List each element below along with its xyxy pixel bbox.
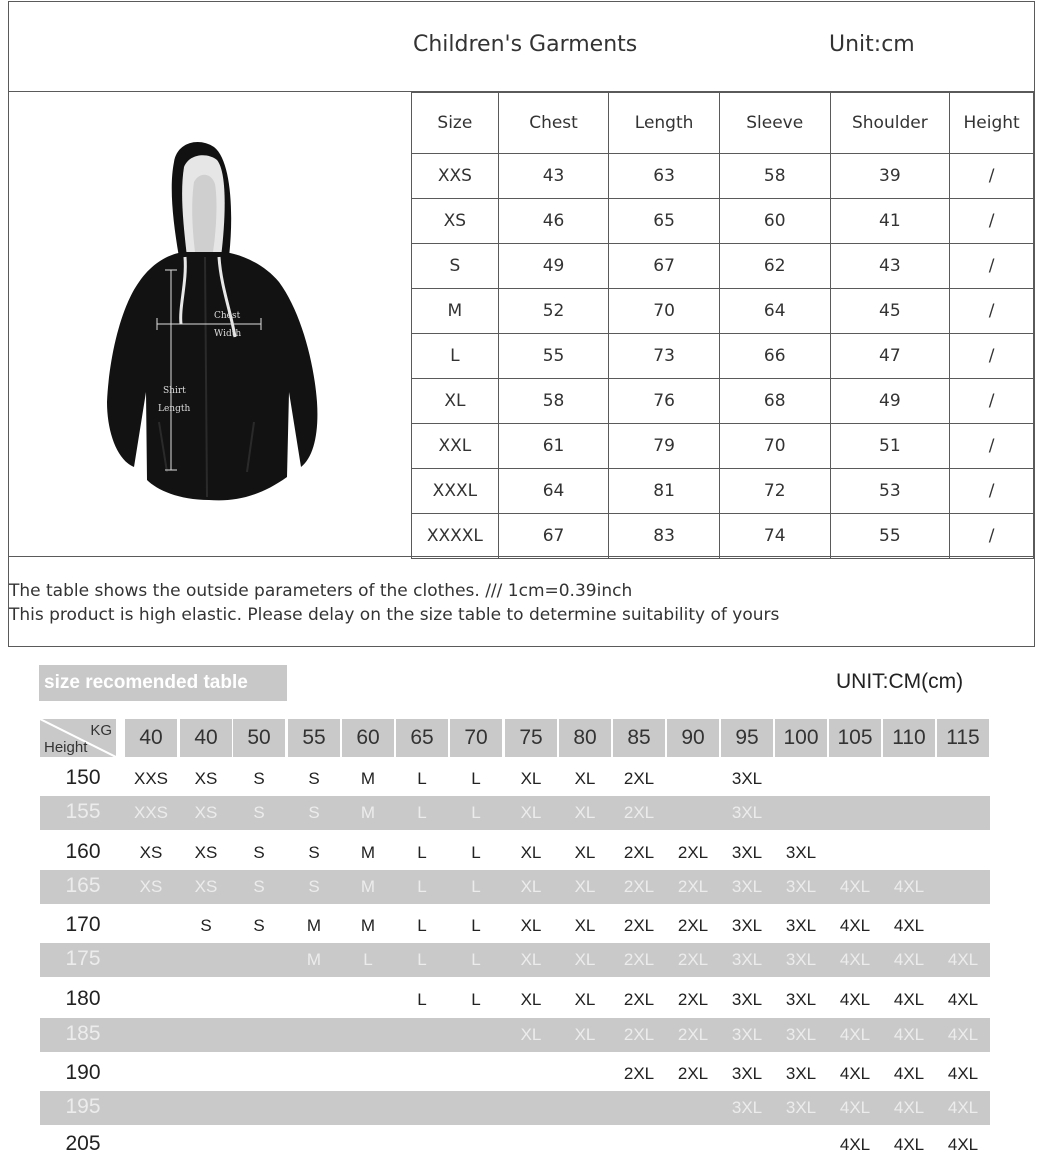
weight-header: 85: [613, 719, 665, 757]
size-cell: 2XL: [623, 1025, 655, 1044]
table-cell: 83: [609, 514, 720, 559]
weight-header: 55: [288, 719, 340, 757]
size-cell: 3XL: [731, 990, 763, 1009]
unit-label: Unit:cm: [829, 32, 915, 57]
height-label: 155: [65, 800, 101, 823]
table-row: [412, 154, 1034, 199]
size-cell: 3XL: [731, 877, 763, 896]
table-cell: M: [412, 289, 499, 334]
size-cell: 2XL: [623, 990, 655, 1009]
weight-header: 60: [342, 719, 394, 757]
size-cell: XS: [139, 877, 163, 896]
table-cell: 49: [498, 244, 609, 289]
corner-kg-label: KG: [90, 722, 112, 739]
weight-header: 50: [233, 719, 285, 757]
size-cell: L: [471, 843, 481, 862]
header-size: Size: [412, 93, 499, 154]
table-cell: XS: [412, 199, 499, 244]
size-cell: S: [308, 803, 320, 822]
table-cell: 55: [830, 514, 950, 559]
chart-content-row: [9, 92, 1034, 557]
table-cell: 65: [609, 199, 720, 244]
table-cell: 68: [719, 379, 830, 424]
table-cell: 52: [498, 289, 609, 334]
header-length: Length: [609, 93, 720, 154]
size-cell: 3XL: [785, 1064, 817, 1083]
weight-header: 75: [505, 719, 557, 757]
size-cell: L: [417, 950, 427, 969]
height-label: 195: [65, 1095, 101, 1118]
size-cell: 4XL: [839, 916, 871, 935]
size-cell: 4XL: [947, 1064, 979, 1083]
size-cell: XL: [520, 950, 542, 969]
table-row: [412, 244, 1034, 289]
size-cell: 3XL: [785, 843, 817, 862]
table-cell: /: [950, 469, 1034, 514]
size-cell: XL: [574, 990, 596, 1009]
table-cell: 43: [498, 154, 609, 199]
page-title: Children's Garments: [413, 32, 638, 57]
size-cell: L: [417, 803, 427, 822]
note-line: This product is high elastic. Please delay on the size table to determine suitability of yours: [9, 605, 780, 625]
size-cell: S: [200, 916, 212, 935]
size-cell: 3XL: [731, 950, 763, 969]
recommended-table-label: size recomended table: [39, 665, 287, 701]
table-cell: /: [950, 514, 1034, 559]
size-cell: 3XL: [731, 803, 763, 822]
table-cell: 58: [498, 379, 609, 424]
corner-height-label: Height: [44, 739, 88, 756]
table-cell: XXL: [412, 424, 499, 469]
table-cell: 70: [609, 289, 720, 334]
size-cell: 2XL: [623, 803, 655, 822]
size-cell: XL: [574, 1025, 596, 1044]
size-cell: M: [360, 769, 376, 788]
table-cell: 45: [830, 289, 950, 334]
size-cell: XL: [520, 843, 542, 862]
size-cell: 4XL: [893, 1064, 925, 1083]
weight-header: 40: [180, 719, 232, 757]
table-cell: 74: [719, 514, 830, 559]
table-cell: 66: [719, 334, 830, 379]
size-cell: S: [253, 843, 265, 862]
notes: [9, 579, 779, 627]
size-cell: L: [417, 769, 427, 788]
size-cell: 2XL: [677, 950, 709, 969]
size-cell: 3XL: [731, 769, 763, 788]
weight-header: 90: [667, 719, 719, 757]
table-cell: 43: [830, 244, 950, 289]
size-cell: 2XL: [677, 1025, 709, 1044]
size-cell: XL: [574, 916, 596, 935]
weight-header: 95: [721, 719, 773, 757]
height-label: 170: [65, 913, 101, 936]
weight-header: 110: [883, 719, 935, 757]
size-cell: 4XL: [893, 916, 925, 935]
size-cell: XS: [194, 803, 218, 822]
size-cell: M: [306, 916, 322, 935]
size-cell: L: [417, 877, 427, 896]
size-cell: 4XL: [893, 950, 925, 969]
header-shoulder: Shoulder: [830, 93, 950, 154]
table-cell: 53: [830, 469, 950, 514]
size-cell: 4XL: [893, 1098, 925, 1117]
size-cell: 3XL: [731, 1064, 763, 1083]
size-cell: 4XL: [839, 990, 871, 1009]
size-cell: XL: [574, 769, 596, 788]
height-label: 180: [65, 987, 101, 1010]
weight-header: 65: [396, 719, 448, 757]
table-row: [412, 379, 1034, 424]
weight-header: 115: [937, 719, 989, 757]
length-label: Length: [158, 404, 191, 414]
table-cell: 51: [830, 424, 950, 469]
table-cell: S: [412, 244, 499, 289]
height-label: 175: [65, 947, 101, 970]
height-label: 160: [65, 840, 101, 863]
size-cell: M: [360, 803, 376, 822]
size-cell: 3XL: [785, 1098, 817, 1117]
size-cell: 2XL: [677, 877, 709, 896]
size-cell: S: [253, 769, 265, 788]
size-cell: 4XL: [893, 1025, 925, 1044]
width-label: Width: [214, 329, 242, 339]
chest-label: Chest: [214, 311, 241, 321]
table-cell: 63: [609, 154, 720, 199]
size-cell: XL: [574, 803, 596, 822]
table-cell: 62: [719, 244, 830, 289]
table-cell: XL: [412, 379, 499, 424]
table-cell: 41: [830, 199, 950, 244]
table-cell: XXS: [412, 154, 499, 199]
weight-header: 100: [775, 719, 827, 757]
size-cell: 2XL: [677, 916, 709, 935]
size-cell: S: [308, 843, 320, 862]
weight-header: 105: [829, 719, 881, 757]
size-cell: 2XL: [623, 950, 655, 969]
table-cell: /: [950, 424, 1034, 469]
note-line: The table shows the outside parameters of the clothes. /// 1cm=0.39inch: [9, 581, 633, 601]
size-cell: 2XL: [677, 1064, 709, 1083]
size-cell: L: [363, 950, 373, 969]
size-cell: 3XL: [731, 1098, 763, 1117]
size-cell: 2XL: [623, 1064, 655, 1083]
size-cell: 4XL: [839, 1135, 871, 1154]
table-cell: /: [950, 334, 1034, 379]
size-cell: S: [253, 916, 265, 935]
table-cell: /: [950, 379, 1034, 424]
size-cell: S: [253, 877, 265, 896]
size-table: [411, 92, 1034, 559]
table-cell: XXXXL: [412, 514, 499, 559]
size-cell: 2XL: [623, 877, 655, 896]
table-row: [412, 469, 1034, 514]
size-cell: XS: [139, 843, 163, 862]
size-cell: XS: [194, 877, 218, 896]
table-cell: 39: [830, 154, 950, 199]
size-cell: XXS: [133, 803, 169, 822]
size-cell: 4XL: [947, 990, 979, 1009]
size-cell: L: [471, 916, 481, 935]
size-cell: 2XL: [677, 843, 709, 862]
corner-cell: [40, 719, 116, 757]
size-cell: L: [471, 803, 481, 822]
table-cell: 64: [719, 289, 830, 334]
table-cell: 70: [719, 424, 830, 469]
title-row: [9, 2, 1034, 92]
size-cell: 4XL: [839, 1064, 871, 1083]
size-cell: XL: [574, 843, 596, 862]
table-cell: 67: [609, 244, 720, 289]
size-cell: XL: [520, 769, 542, 788]
table-cell: 67: [498, 514, 609, 559]
size-cell: 3XL: [785, 990, 817, 1009]
size-cell: 4XL: [839, 950, 871, 969]
size-cell: S: [253, 803, 265, 822]
size-cell: 4XL: [893, 990, 925, 1009]
size-cell: 4XL: [947, 1098, 979, 1117]
size-cell: XS: [194, 843, 218, 862]
size-cell: L: [417, 990, 427, 1009]
table-cell: 46: [498, 199, 609, 244]
table-cell: 47: [830, 334, 950, 379]
table-cell: 81: [609, 469, 720, 514]
size-cell: M: [360, 877, 376, 896]
size-cell: 4XL: [893, 1135, 925, 1154]
table-cell: 64: [498, 469, 609, 514]
size-cell: S: [308, 877, 320, 896]
table-cell: /: [950, 154, 1034, 199]
size-cell: XL: [520, 877, 542, 896]
height-label: 165: [65, 874, 101, 897]
size-cell: XL: [520, 916, 542, 935]
table-cell: 61: [498, 424, 609, 469]
header-sleeve: Sleeve: [719, 93, 830, 154]
size-cell: M: [360, 843, 376, 862]
table-cell: 76: [609, 379, 720, 424]
size-cell: 3XL: [785, 950, 817, 969]
table-cell: 49: [830, 379, 950, 424]
size-cell: 3XL: [785, 916, 817, 935]
size-cell: XL: [574, 877, 596, 896]
table-row: [412, 514, 1034, 559]
size-cell: 4XL: [839, 877, 871, 896]
size-cell: 3XL: [731, 916, 763, 935]
table-cell: 72: [719, 469, 830, 514]
recommended-unit-label: UNIT:CM(cm): [836, 670, 964, 693]
table-cell: XXXL: [412, 469, 499, 514]
size-cell: 3XL: [785, 1025, 817, 1044]
weight-header: 80: [559, 719, 611, 757]
table-row: [412, 424, 1034, 469]
table-row: [412, 334, 1034, 379]
size-cell: 2XL: [623, 843, 655, 862]
table-cell: 55: [498, 334, 609, 379]
weight-header: 70: [450, 719, 502, 757]
table-cell: 73: [609, 334, 720, 379]
size-cell: 4XL: [839, 1025, 871, 1044]
size-cell: XL: [520, 990, 542, 1009]
size-cell: 4XL: [947, 950, 979, 969]
size-cell: L: [471, 990, 481, 1009]
size-cell: 4XL: [893, 877, 925, 896]
size-cell: L: [471, 877, 481, 896]
size-cell: 2XL: [677, 990, 709, 1009]
table-cell: 79: [609, 424, 720, 469]
size-cell: 2XL: [623, 769, 655, 788]
size-cell: XXS: [133, 769, 169, 788]
size-cell: 3XL: [731, 1025, 763, 1044]
weight-header: 40: [125, 719, 177, 757]
height-label: 185: [65, 1022, 101, 1045]
table-row: [412, 289, 1034, 334]
size-cell: XL: [520, 803, 542, 822]
table-cell: /: [950, 199, 1034, 244]
size-cell: 4XL: [947, 1135, 979, 1154]
size-cell: 4XL: [947, 1025, 979, 1044]
size-cell: 4XL: [839, 1098, 871, 1117]
size-table-header: [412, 93, 1034, 154]
size-cell: L: [471, 950, 481, 969]
size-cell: XL: [520, 1025, 542, 1044]
table-cell: 58: [719, 154, 830, 199]
shirt-label: Shirt: [163, 386, 186, 396]
size-chart-box: [8, 1, 1035, 647]
height-label: 150: [65, 766, 101, 789]
size-cell: 3XL: [785, 877, 817, 896]
size-cell: L: [417, 843, 427, 862]
size-cell: XL: [574, 950, 596, 969]
height-label: 205: [65, 1132, 101, 1155]
size-cell: 3XL: [731, 843, 763, 862]
size-cell: 2XL: [623, 916, 655, 935]
table-row: [412, 199, 1034, 244]
table-cell: L: [412, 334, 499, 379]
header-chest: Chest: [498, 93, 609, 154]
size-cell: L: [471, 769, 481, 788]
size-cell: S: [308, 769, 320, 788]
height-label: 190: [65, 1061, 101, 1084]
table-cell: /: [950, 244, 1034, 289]
size-cell: M: [306, 950, 322, 969]
table-cell: /: [950, 289, 1034, 334]
header-height: Height: [950, 93, 1034, 154]
hoodie-image: [9, 92, 411, 557]
size-cell: L: [417, 916, 427, 935]
table-cell: 60: [719, 199, 830, 244]
size-cell: XS: [194, 769, 218, 788]
size-cell: M: [360, 916, 376, 935]
